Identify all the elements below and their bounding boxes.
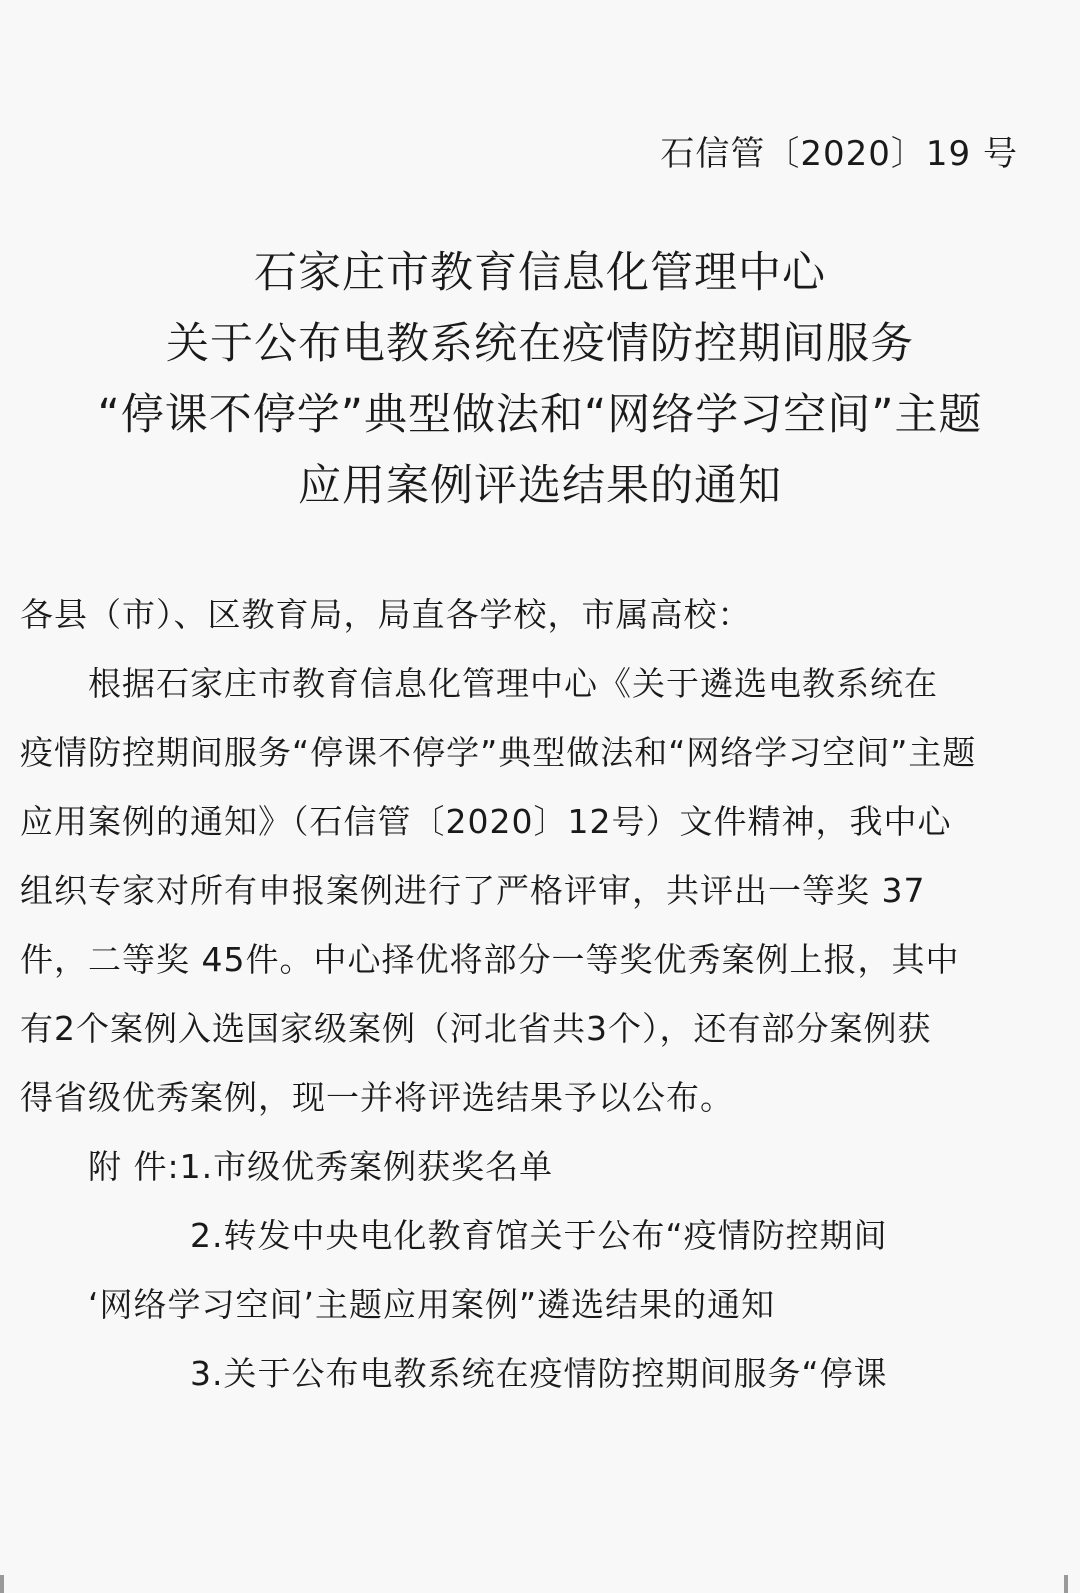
document-body — [20, 580, 1060, 1408]
title-line: 石家庄市教育信息化管理中心 — [254, 248, 826, 298]
body-line: 件，二等奖 45件。中心择优将部分一等奖优秀案例上报，其中 — [20, 940, 960, 979]
document-number: 石信管〔2020〕19 号 — [660, 134, 1018, 174]
attachment-line: ‘网络学习空间’主题应用案例”遴选结果的通知 — [88, 1285, 776, 1324]
attachment-line: 附 件:1.市级优秀案例获奖名单 — [88, 1147, 554, 1186]
attachment-line: 2.转发中央电化教育馆关于公布“疫情防控期间 — [190, 1216, 888, 1255]
document-title — [0, 238, 1080, 522]
title-line: “停课不停学”典型做法和“网络学习空间”主题 — [97, 390, 983, 440]
title-line: 应用案例评选结果的通知 — [298, 461, 782, 511]
body-line: 根据石家庄市教育信息化管理中心《关于遴选电教系统在 — [88, 664, 938, 703]
edge-mark — [1064, 1575, 1068, 1593]
body-line: 得省级优秀案例，现一并将评选结果予以公布。 — [20, 1078, 734, 1117]
salutation: 各县（市）、区教育局，局直各学校，市属高校： — [20, 595, 752, 634]
body-line: 应用案例的通知》（石信管〔2020〕12号）文件精神，我中心 — [20, 802, 952, 841]
page-bottom-edge — [0, 1573, 1080, 1593]
title-line: 关于公布电教系统在疫情防控期间服务 — [166, 319, 914, 369]
body-line: 有2个案例入选国家级案例（河北省共3个），还有部分案例获 — [20, 1009, 932, 1048]
attachment-line: 3.关于公布电教系统在疫情防控期间服务“停课 — [190, 1354, 888, 1393]
body-line: 疫情防控期间服务“停课不停学”典型做法和“网络学习空间”主题 — [20, 733, 977, 772]
body-line: 组织专家对所有申报案例进行了严格评审，共评出一等奖 37 — [20, 871, 926, 910]
edge-mark — [0, 1575, 4, 1593]
